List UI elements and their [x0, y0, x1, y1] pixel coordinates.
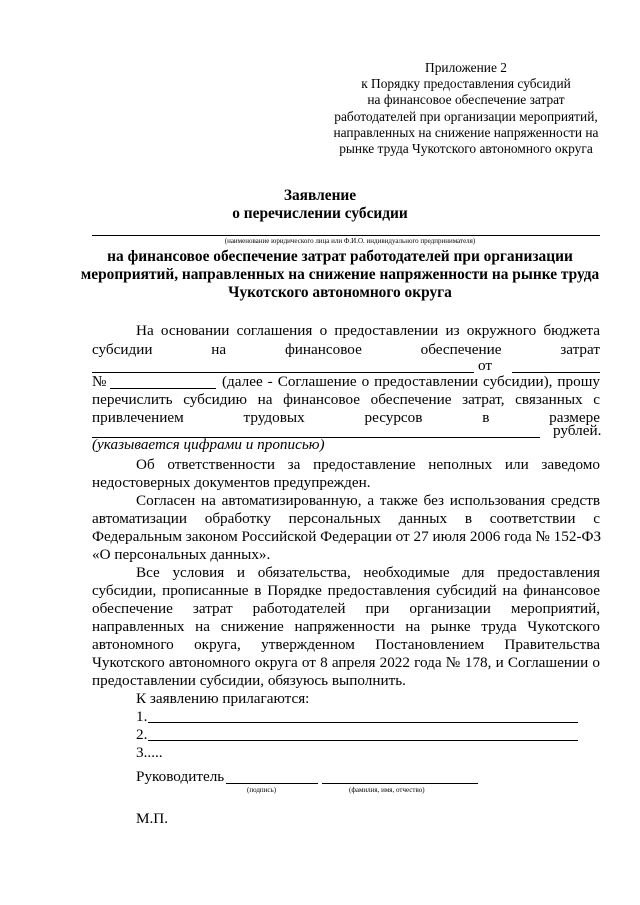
appendix-line: направленных на снижение напряженности на: [333, 124, 599, 140]
name-line: [322, 783, 478, 784]
applicant-name-line: [92, 235, 600, 236]
stamp-place: М.П.: [136, 810, 169, 827]
body-text-ot: от: [478, 357, 493, 374]
attachment-line: [148, 740, 578, 741]
body-line: Все условия и обязательства, необходимые для предоставления: [136, 564, 600, 581]
body-line: Федеральным законом Российской Федерации от 27 июля 2006 года № 152-ФЗ: [92, 528, 602, 545]
body-line: перечислить субсидию на финансовое обеспечение затрат, связанных с: [92, 391, 600, 408]
attachment-item: 1.: [136, 708, 148, 725]
appendix-line: на финансовое обеспечение затрат: [367, 92, 565, 108]
attachment-item: 2.: [136, 726, 148, 743]
body-line: автоматизации обработку персональных данных в соответствии с: [92, 510, 600, 527]
body-line: обеспечение затрат работодателей при организации мероприятий,: [92, 600, 600, 617]
body-line: субсидии, прописанные в Порядке предоставления субсидий на финансовое: [92, 582, 600, 599]
document-subtitle: о перечислении субсидии: [232, 205, 408, 222]
body-line: автономного округа, утвержденном Постановлением Правительства: [92, 636, 600, 653]
body-line: На основании соглашения о предоставлении из окружного бюджета: [136, 322, 600, 339]
body-line: Согласен на автоматизированную, а также без использования средств: [136, 492, 600, 509]
attachment-item: 3.....: [136, 744, 163, 761]
body-line: недостоверных документов предупрежден.: [92, 474, 371, 491]
body-line: привлечением трудовых ресурсов в размере: [92, 409, 600, 426]
signature-caption: (подпись): [247, 786, 277, 794]
signature-label: Руководитель: [136, 768, 225, 785]
appendix-line: к Порядку предоставления субсидий: [361, 76, 571, 92]
name-caption: (фамилия, имя, отчество): [349, 786, 425, 794]
body-text-no: №: [92, 373, 107, 390]
appendix-line: работодателей при организации мероприятий,: [334, 108, 598, 124]
attachments-intro: К заявлению прилагаются:: [136, 690, 310, 707]
attachment-line: [148, 722, 578, 723]
body-line: Об ответственности за предоставление неполных или заведомо: [136, 456, 600, 473]
body-line: субсидии на финансовое обеспечение затрат: [92, 341, 600, 358]
body-line: Чукотского автономного округа от 8 апреля 2022 года № 178, и Соглашении о: [92, 654, 600, 671]
body-line: направленных на снижение напряженности на рынке труда Чукотского: [92, 618, 600, 635]
signature-line: [226, 783, 318, 784]
agreement-number-line: [110, 388, 216, 389]
appendix-header: [330, 60, 602, 157]
applicant-caption: (наименование юридического лица или Ф.И.О. индивидуального предпринимателя): [224, 237, 476, 245]
body-line: (далее - Соглашение о предоставлении субсидии), прошу: [222, 373, 600, 390]
subject-line: мероприятий, направленных на снижение напряженности на рынке труда: [80, 266, 600, 283]
subject-line: Чукотского автономного округа: [228, 284, 452, 301]
amount-hint: (указывается цифрами и прописью): [92, 436, 325, 453]
appendix-line: рынке труда Чукотского автономного округа: [339, 141, 593, 157]
document-title: Заявление: [283, 187, 357, 204]
body-text-rubles: рублей.: [553, 422, 602, 439]
subject-line: на финансовое обеспечение затрат работодателей при организации: [107, 248, 573, 265]
body-line: «О персональных данных».: [92, 546, 271, 563]
appendix-line: Приложение 2: [425, 60, 507, 75]
body-line: предоставлении субсидии, обязуюсь выполнить.: [92, 672, 406, 689]
